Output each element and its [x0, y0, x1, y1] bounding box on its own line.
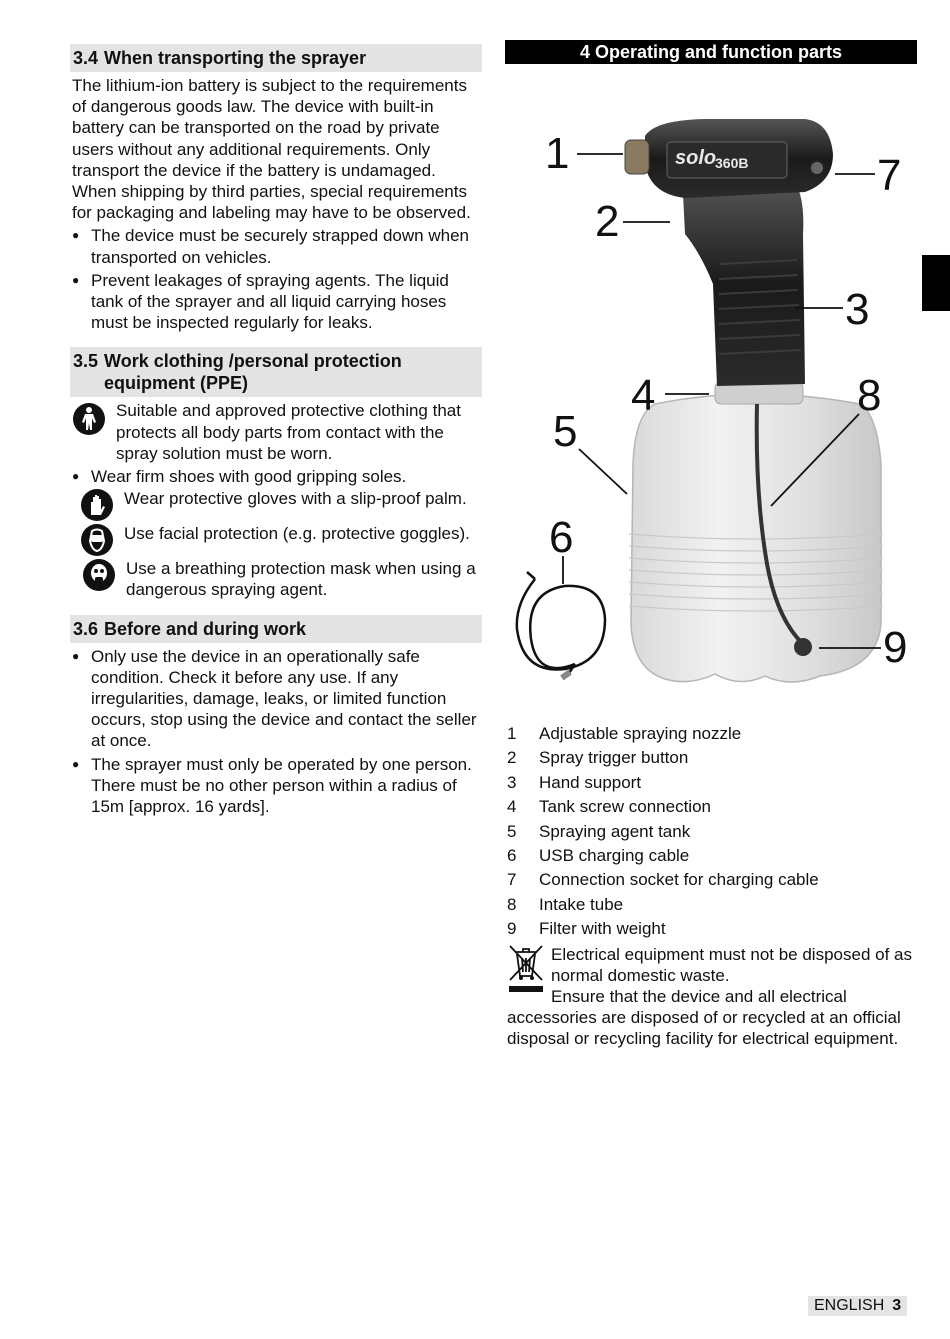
breathing-mask-note [82, 558, 482, 600]
section-3-6-heading [70, 615, 482, 643]
disposal-text-1: Electrical equipment must not be disposed of as normal domestic waste. [551, 944, 912, 985]
list-item [507, 868, 917, 892]
section-4-heading: 4 Operating and function parts [505, 40, 917, 64]
legend-label: Hand support [539, 772, 642, 792]
legend-number: 7 [507, 870, 517, 890]
legend-number: 2 [507, 748, 517, 768]
list-item [72, 754, 482, 818]
usb-cable-shape [517, 572, 605, 676]
handle-shape [683, 182, 805, 386]
bullet-text: The device must be securely strapped down when transported on vehicles. [91, 226, 469, 267]
clothing-text: Suitable and approved protective clothing that protects all body parts from contact with the spray solution must be worn. [116, 401, 461, 463]
bullet-text: Prevent leakages of spraying agents. The liquid tank of the sprayer and all liquid carrying hoses must be inspected regularly for leaks. [91, 270, 449, 333]
callout-7: 7 [877, 151, 902, 200]
face-protection-note [80, 523, 482, 557]
list-item [72, 225, 482, 267]
callout-4: 4 [631, 371, 656, 420]
callout-8: 8 [857, 371, 882, 420]
legend-number: 4 [507, 797, 517, 817]
chapter-tab-marker [922, 255, 950, 311]
gloves-icon [80, 488, 114, 522]
list-item [507, 844, 917, 868]
legend-label: Connection socket for charging cable [539, 870, 819, 890]
brand-label: solo [675, 147, 717, 169]
list-item [507, 722, 917, 746]
section-number: 3.6 [73, 618, 99, 639]
legend-number: 1 [507, 724, 517, 743]
section-number: 3.4 [73, 48, 99, 68]
legend-label: Tank screw connection [539, 797, 711, 817]
parts-legend [505, 722, 917, 942]
face-protection-text: Use facial protection (e.g. protective goggles). [124, 524, 470, 544]
bullet-text: Only use the device in an operationally safe condition. Check it before any use. If any irregularities, damage, leaks, or limited function occurs, stop using the device and contact the seller at once. [91, 646, 477, 751]
section-title: Work clothing /personal protection equipment (PPE) [104, 351, 402, 394]
right-column [505, 40, 917, 1050]
legend-label: Intake tube [539, 894, 624, 914]
legend-number: 8 [507, 894, 517, 914]
list-item [72, 646, 482, 752]
bullet-icon: ● [72, 648, 80, 663]
weee-bin-icon [507, 942, 545, 994]
callout-3: 3 [845, 285, 870, 334]
footer-language: ENGLISH [814, 1297, 885, 1314]
list-item [507, 746, 917, 770]
bullet-icon: ● [72, 756, 80, 771]
section-title: When transporting the sprayer [104, 48, 367, 68]
list-item [72, 270, 482, 334]
face-protection-icon [80, 523, 114, 557]
list-item [507, 893, 917, 917]
legend-number: 5 [507, 821, 517, 841]
protective-clothing-icon [72, 402, 106, 436]
callout-9: 9 [883, 623, 908, 672]
list-item [507, 917, 917, 941]
legend-label: Filter with weight [539, 919, 666, 939]
transport-paragraph: The lithium-ion battery is subject to the requirements of dangerous goods law. The device with built-in battery can be transported on the road by private users without any additional requirements. Only transport the device if the battery is undamaged. When shipping by third parties, special requirements for packaging and labeling may have to be observed. [72, 76, 471, 223]
list-item [507, 771, 917, 795]
section-3-4-heading [70, 44, 482, 72]
bullet-icon: ● [72, 469, 80, 484]
gloves-note [80, 488, 482, 522]
bullet-icon: ● [72, 272, 80, 287]
list-item [507, 820, 917, 844]
legend-label: Spraying agent tank [539, 821, 691, 841]
legend-number: 9 [507, 919, 517, 939]
bullet-text: The sprayer must only be operated by one person. There must be no other person within a radius of 15m [approx. 16 yards]. [91, 754, 472, 817]
callout-5: 5 [553, 407, 578, 456]
callout-6: 6 [549, 513, 574, 562]
page-footer [808, 1296, 907, 1316]
list-item [72, 466, 482, 487]
breathing-mask-text: Use a breathing protection mask when using a dangerous spraying agent. [126, 559, 476, 600]
section-3-5-heading [70, 347, 482, 397]
callout-1: 1 [545, 129, 570, 178]
model-label: 360B [715, 155, 749, 171]
bullet-text: Wear firm shoes with good gripping soles. [91, 467, 407, 487]
page-number: 3 [892, 1297, 902, 1314]
left-column [70, 44, 482, 817]
disposal-text-2: Ensure that the device and all electrical accessories are disposed of or recycled at an official disposal or recycling facility for electrical equipment. [507, 987, 901, 1049]
legend-label: Spray trigger button [539, 748, 689, 768]
disposal-note [507, 944, 917, 1050]
legend-label: Adjustable spraying nozzle [539, 724, 742, 743]
bullet-icon: ● [72, 228, 80, 243]
section-number: 3.5 [73, 351, 99, 372]
sprayer-figure [505, 64, 917, 684]
section-title: Before and during work [104, 618, 307, 639]
protective-clothing-note [72, 400, 480, 464]
callout-2: 2 [595, 197, 620, 246]
legend-label: USB charging cable [539, 846, 690, 866]
list-item [507, 795, 917, 819]
gloves-text: Wear protective gloves with a slip-proof palm. [124, 489, 467, 509]
legend-number: 6 [507, 846, 517, 866]
breathing-mask-icon [82, 558, 116, 592]
legend-number: 3 [507, 772, 517, 792]
